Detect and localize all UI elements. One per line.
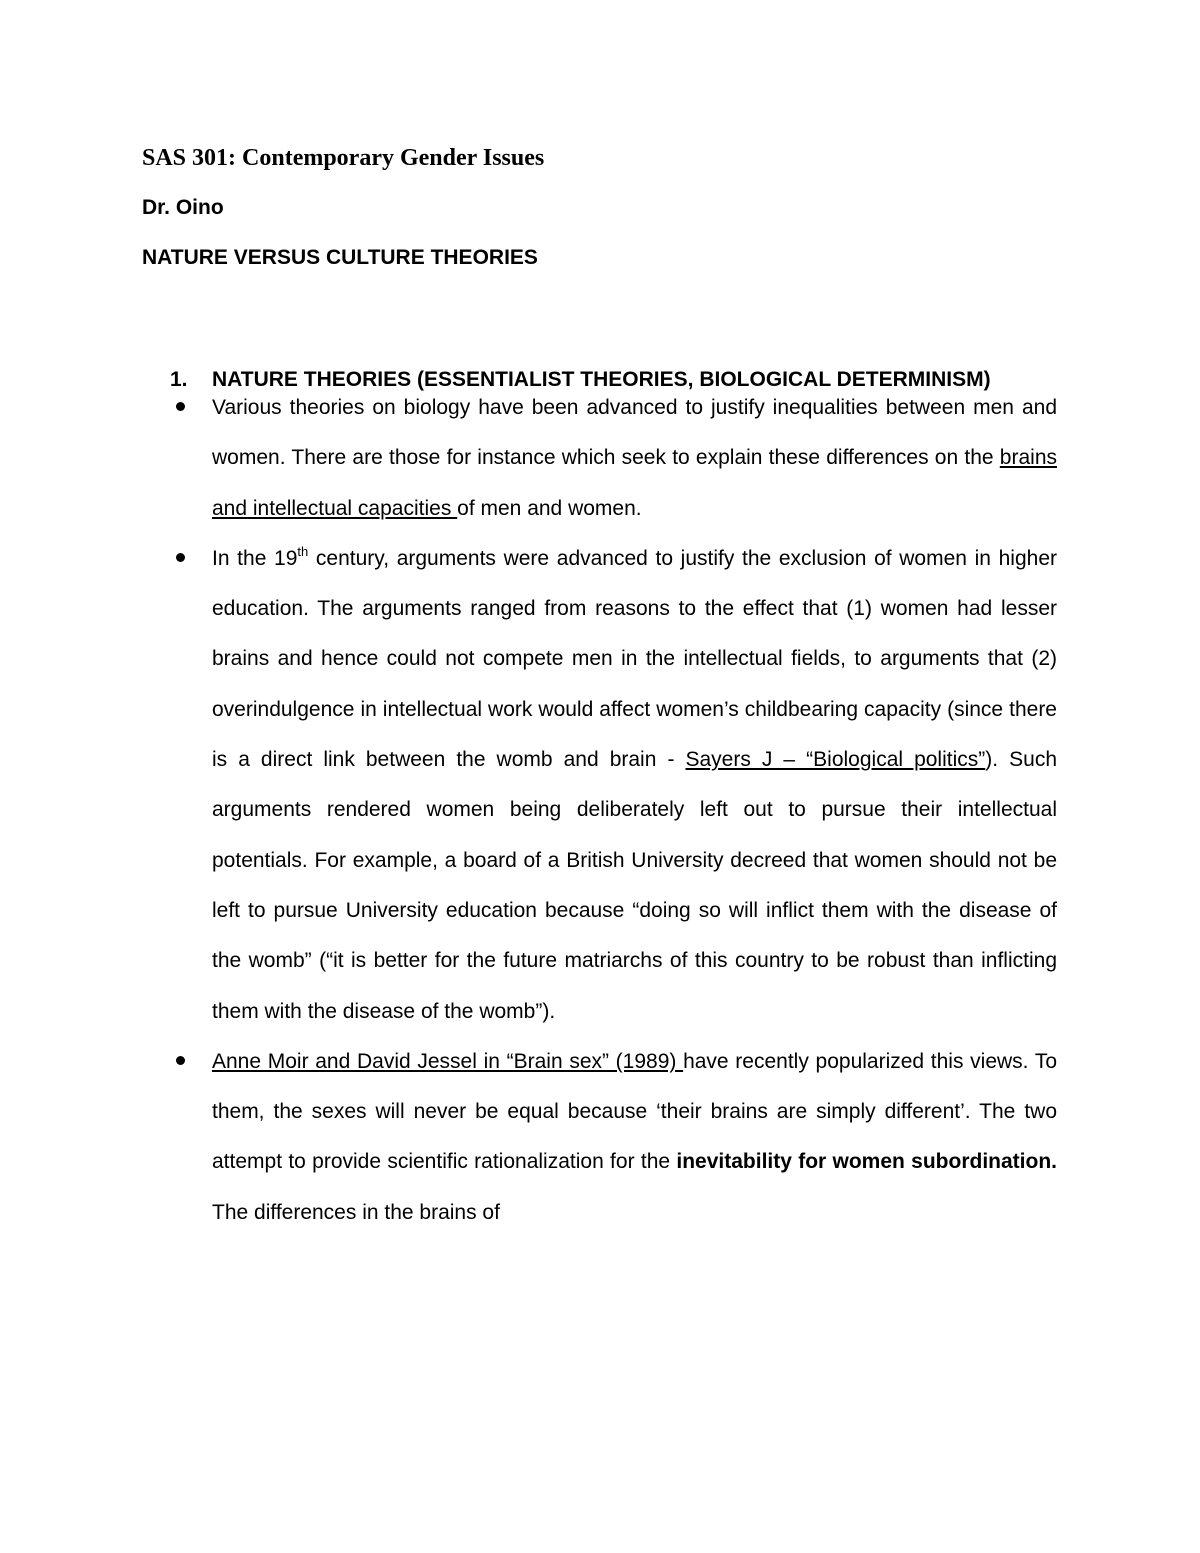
bullet-3-text-before: have recently popularized this views. To them, the sexes will never be equal because ‘their brains are simply different’. The two attempt to provide scientific rationalization for the xyxy=(212,1049,1057,1174)
document-heading: NATURE VERSUS CULTURE THEORIES xyxy=(142,246,538,269)
bullet-list xyxy=(212,383,1057,1238)
bullet-item-2 xyxy=(212,534,1057,1037)
bullet-2-underlined-citation: Sayers J – “Biological politics” xyxy=(685,748,986,772)
section-title: NATURE THEORIES (ESSENTIALIST THEORIES, BIOLOGICAL DETERMINISM) xyxy=(212,368,991,391)
bullet-dot-icon xyxy=(176,402,185,411)
bullet-2-text-before: In the 19 xyxy=(212,546,298,570)
bullet-2-superscript: th xyxy=(297,543,309,559)
bullet-2-text-mid: century, arguments were advanced to justify the exclusion of women in higher education. The arguments ranged from reasons to the effect that (1) women had lesser brains and hence could not compete men in the intellectual fields, to arguments that (2) overindulgence in intellectual work would affect women’s childbearing capacity (since there is a direct link between the womb and brain - xyxy=(212,546,1057,772)
bullet-item-3 xyxy=(212,1037,1057,1238)
bullet-item-1 xyxy=(212,383,1057,534)
bullet-3-underlined-citation: Anne Moir and David Jessel in “Brain sex” (1989) xyxy=(212,1049,684,1073)
bullet-1-text-after: of men and women. xyxy=(457,496,642,520)
bullet-dot-icon xyxy=(176,1056,185,1065)
bullet-3-bold-text: inevitability for women subordination. xyxy=(676,1150,1057,1174)
bullet-2-text-after: ). Such arguments rendered women being deliberately left out to pursue their intellectual potentials. For example, a board of a British University decreed that women should not be left to pursue University education because “doing so will inflict them with the disease of the womb” (“it is better for the future matriarchs of this country to be robust than inflicting them with the disease of the womb”). xyxy=(212,748,1058,1023)
course-title: SAS 301: Contemporary Gender Issues xyxy=(142,145,545,171)
bullet-3-text-after: The differences in the brains of xyxy=(212,1200,500,1224)
bullet-1-underlined-text: brains and intellectual capacities xyxy=(212,446,1057,520)
bullet-1-text-before: Various theories on biology have been advanced to justify inequalities between men and women. There are those for instance which seek to explain these differences on the xyxy=(212,396,1057,470)
section-number: 1. xyxy=(170,368,188,391)
lecturer-name: Dr. Oino xyxy=(142,196,224,219)
bullet-dot-icon xyxy=(176,553,185,562)
